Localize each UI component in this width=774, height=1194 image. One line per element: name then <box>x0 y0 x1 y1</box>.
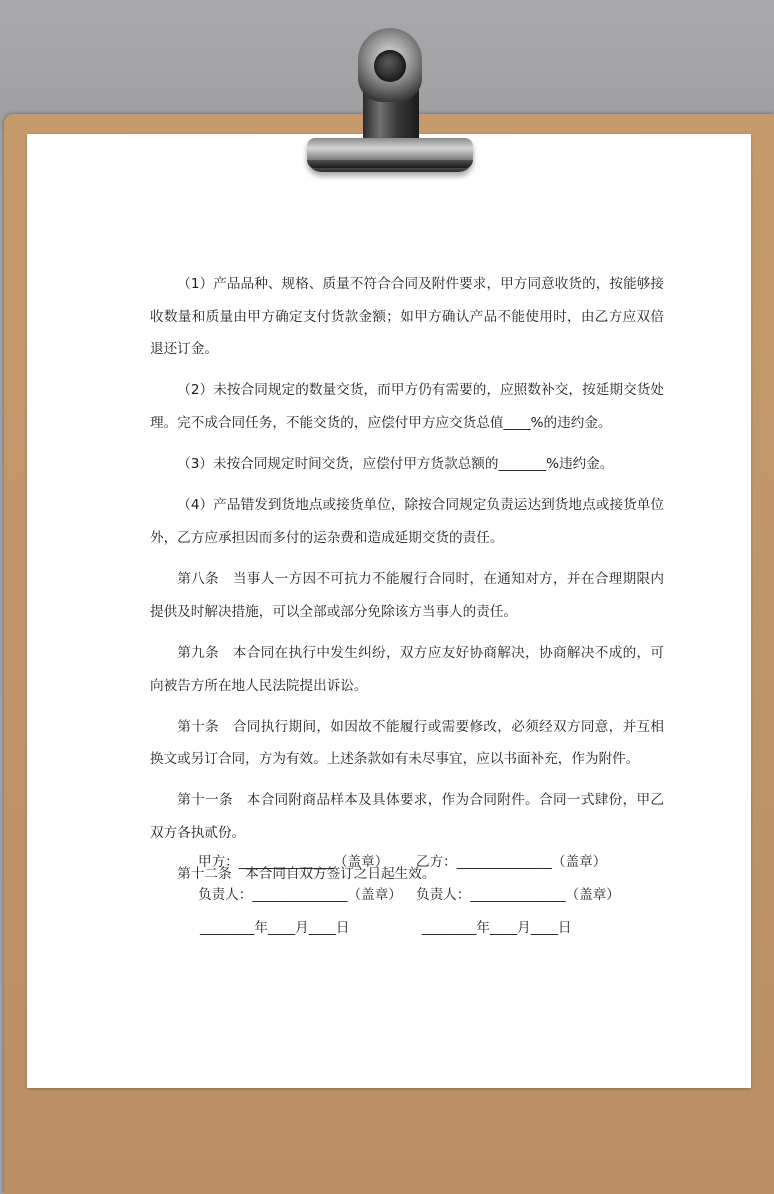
paragraph-1: （1）产品品种、规格、质量不符合合同及附件要求，甲方同意收货的，按能够接收数量和质量由甲方确定支付货款金额；如甲方确认产品不能使用时，由乙方应双倍退还订金。 <box>150 276 664 358</box>
article-12: 第十二条 本合同自双方签订之日起生效。 <box>177 866 436 883</box>
date-a-field: ________年____月____日 <box>200 920 350 936</box>
contract-text <box>150 268 664 899</box>
rep-b-field: 负责人：______________（盖章） <box>416 887 620 903</box>
paragraph-3: （3）未按合同规定时间交货，应偿付甲方货款总额的_______%违约金。 <box>177 456 614 473</box>
paragraph-2: （2）未按合同规定的数量交货，而甲方仍有需要的，应照数补交，按延期交货处理。完不成合同任务，不能交货的，应偿付甲方应交货总值____%的违约金。 <box>150 382 664 431</box>
party-b-field: 乙方：______________（盖章） <box>416 854 607 870</box>
article-11: 第十一条 本合同附商品样本及具体要求，作为合同附件。合同一式肆份，甲乙双方各执贰份。 <box>150 792 664 842</box>
article-9: 第九条 本合同在执行中发生纠纷，双方应友好协商解决，协商解决不成的，可向被告方所在地人民法院提出诉讼。 <box>150 644 664 694</box>
party-row <box>198 850 628 883</box>
article-10: 第十条 合同执行期间，如因故不能履行或需要修改，必须经双方同意，并互相换文或另订合同，方为有效。上述条款如有未尽事宜，应以书面补充，作为附件。 <box>150 718 664 768</box>
article-8: 第八条 当事人一方因不可抗力不能履行合同时，在通知对方，并在合理期限内提供及时解决措施，可以全部或部分免除该方当事人的责任。 <box>150 571 664 620</box>
representative-row <box>198 883 628 916</box>
date-row <box>198 916 628 949</box>
signature-block <box>198 850 628 949</box>
clip-hinge <box>307 160 473 168</box>
date-b-field: ________年____月____日 <box>422 920 572 936</box>
rep-a-field: 负责人：______________（盖章） <box>198 887 402 903</box>
party-a-field: 甲方：______________（盖章） <box>198 854 389 870</box>
paragraph-4: （4）产品错发到货地点或接货单位，除按合同规定负责运达到货地点或接货单位外，乙方应承担因而多付的运杂费和造成延期交货的责任。 <box>150 497 664 546</box>
clip-hole <box>374 50 406 82</box>
